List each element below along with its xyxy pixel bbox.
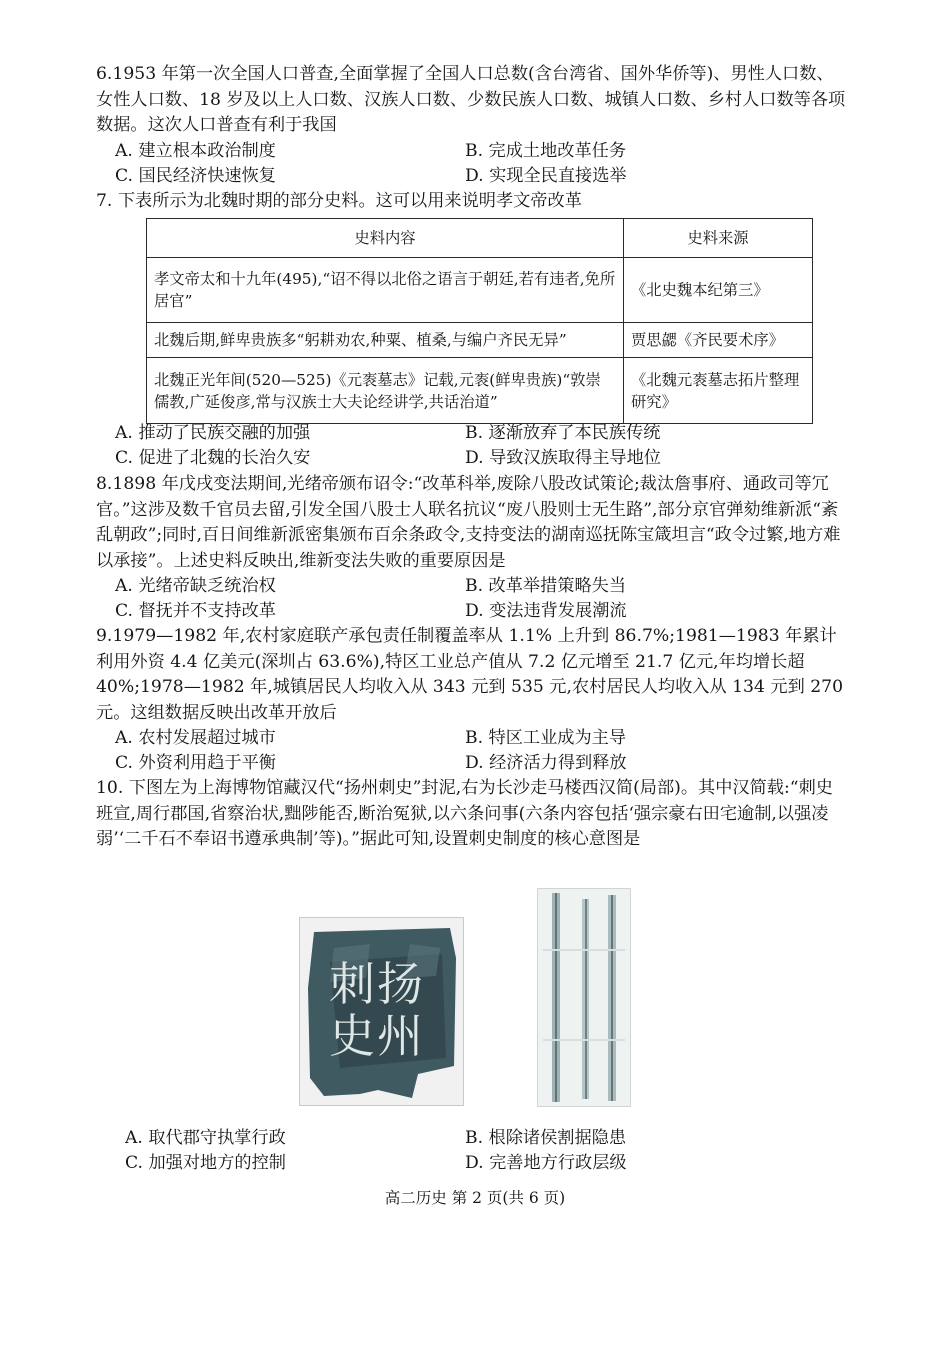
q6-option-b: B. 完成土地改革任务 (465, 141, 627, 161)
q10-option-a: A. 取代郡守执掌行政 (125, 1128, 286, 1148)
q8-option-c: C. 督抚并不支持改革 (115, 601, 276, 621)
question-6-stem: 6.1953 年第一次全国人口普查,全面掌握了全国人口总数(含台湾省、国外华侨等)、男性人口数、女性人口数、18 岁及以上人口数、汉族人口数、少数民族人口数、城镇人口数、乡村人口数等各项数据。这次人口普查有利于我国 (96, 64, 846, 135)
table-row (147, 258, 813, 323)
question-7-stem: 7. 下表所示为北魏时期的部分史料。这可以用来说明孝文帝改革 (96, 191, 582, 211)
table-header-source: 史料来源 (624, 219, 813, 258)
seal-char-yang: 扬 (377, 957, 423, 1011)
table-row (147, 358, 813, 424)
q7-option-d: D. 导致汉族取得主导地位 (465, 448, 661, 468)
question-9-stem: 9.1979—1982 年,农村家庭联产承包责任制覆盖率从 1.1% 上升到 86.7%;1981—1983 年累计利用外资 4.4 亿美元(深圳占 63.6%),特区工业总产值从 7.2 亿元增至 21.7 亿元,年均增长超 40%;1978—1982 年,城镇居民人均收入从 343 元到 535 元,农村居民人均收入从 134 元到 270 元。这组数据反映出改革开放后 (96, 626, 849, 723)
table-header-content: 史料内容 (147, 219, 624, 258)
question-10-stem: 10. 下图左为上海博物馆藏汉代“扬州刺史”封泥,右为长沙走马楼西汉简(局部)。其中汉简载:“刺史班宣,周行郡国,省察治状,黜陟能否,断治冤狱,以六条问事(六条内容包括‘强宗豪右田宅逾制,以强凌弱’‘二千石不奉诏书遵承典制’等)。”据此可知,设置刺史制度的核心意图是 (96, 778, 833, 849)
table-cell-content: 孝文帝太和十九年(495),“诏不得以北俗之语言于朝廷,若有违者,免所居官” (147, 258, 624, 323)
q10-option-c: C. 加强对地方的控制 (125, 1153, 286, 1173)
q6-option-d: D. 实现全民直接选举 (465, 166, 627, 186)
table-cell-source: 《北史魏本纪第三》 (624, 258, 813, 323)
clay-seal-graphic (300, 918, 463, 1105)
seal-char-zhou: 州 (377, 1009, 423, 1063)
q7-option-a: A. 推动了民族交融的加强 (115, 423, 311, 443)
q8-option-a: A. 光绪帝缺乏统治权 (115, 576, 276, 596)
table-header-row (147, 219, 813, 258)
question-8-stem: 8.1898 年戊戌变法期间,光绪帝颁布诏令:“改革科举,废除八股改试策论;裁汰詹事府、通政司等冗官。”这涉及数千官员去留,引发全国八股士人联名抗议“废八股则士无生路”,部分京官弹劾维新派“紊乱朝政”;同时,百日间维新派密集颁布百余条政令,支持变法的湖南巡抚陈宝箴坦言“政令过繁,地方难以承接”。上述史料反映出,维新变法失败的重要原因是 (96, 474, 841, 571)
page-footer: 高二历史 第 2 页(共 6 页) (384, 1189, 566, 1207)
q6-option-c: C. 国民经济快速恢复 (115, 166, 276, 186)
table-cell-content: 北魏后期,鲜卑贵族多“躬耕劝农,种粟、植桑,与编户齐民无异” (147, 323, 624, 358)
table-row (147, 323, 813, 358)
q7-option-c: C. 促进了北魏的长治久安 (115, 448, 311, 468)
table-cell-source: 《北魏元袠墓志拓片整理研究》 (624, 358, 813, 424)
table-cell-content: 北魏正光年间(520—525)《元袠墓志》记载,元袠(鲜卑贵族)“敦崇儒教,广延俊彦,常与汉族士大夫论经讲学,共话治道” (147, 358, 624, 424)
table-cell-source: 贾思勰《齐民要术序》 (624, 323, 813, 358)
bamboo-slip-image (537, 888, 631, 1107)
q8-option-b: B. 改革举措策略失当 (465, 576, 627, 596)
source-table (146, 218, 813, 424)
q10-option-d: D. 完善地方行政层级 (465, 1153, 627, 1173)
q10-option-b: B. 根除诸侯割据隐患 (465, 1128, 627, 1148)
q6-option-a: A. 建立根本政治制度 (115, 141, 276, 161)
q9-option-b: B. 特区工业成为主导 (465, 728, 627, 748)
bamboo-slip-graphic (538, 889, 630, 1106)
q7-option-b: B. 逐渐放弃了本民族传统 (465, 423, 661, 443)
q9-option-c: C. 外资利用趋于平衡 (115, 753, 276, 773)
seal-char-ci: 刺 (329, 957, 375, 1011)
clay-seal-image (299, 917, 464, 1106)
q9-option-a: A. 农村发展超过城市 (115, 728, 276, 748)
q8-option-d: D. 变法违背发展潮流 (465, 601, 627, 621)
seal-char-shi: 史 (329, 1009, 375, 1063)
q9-option-d: D. 经济活力得到释放 (465, 753, 627, 773)
